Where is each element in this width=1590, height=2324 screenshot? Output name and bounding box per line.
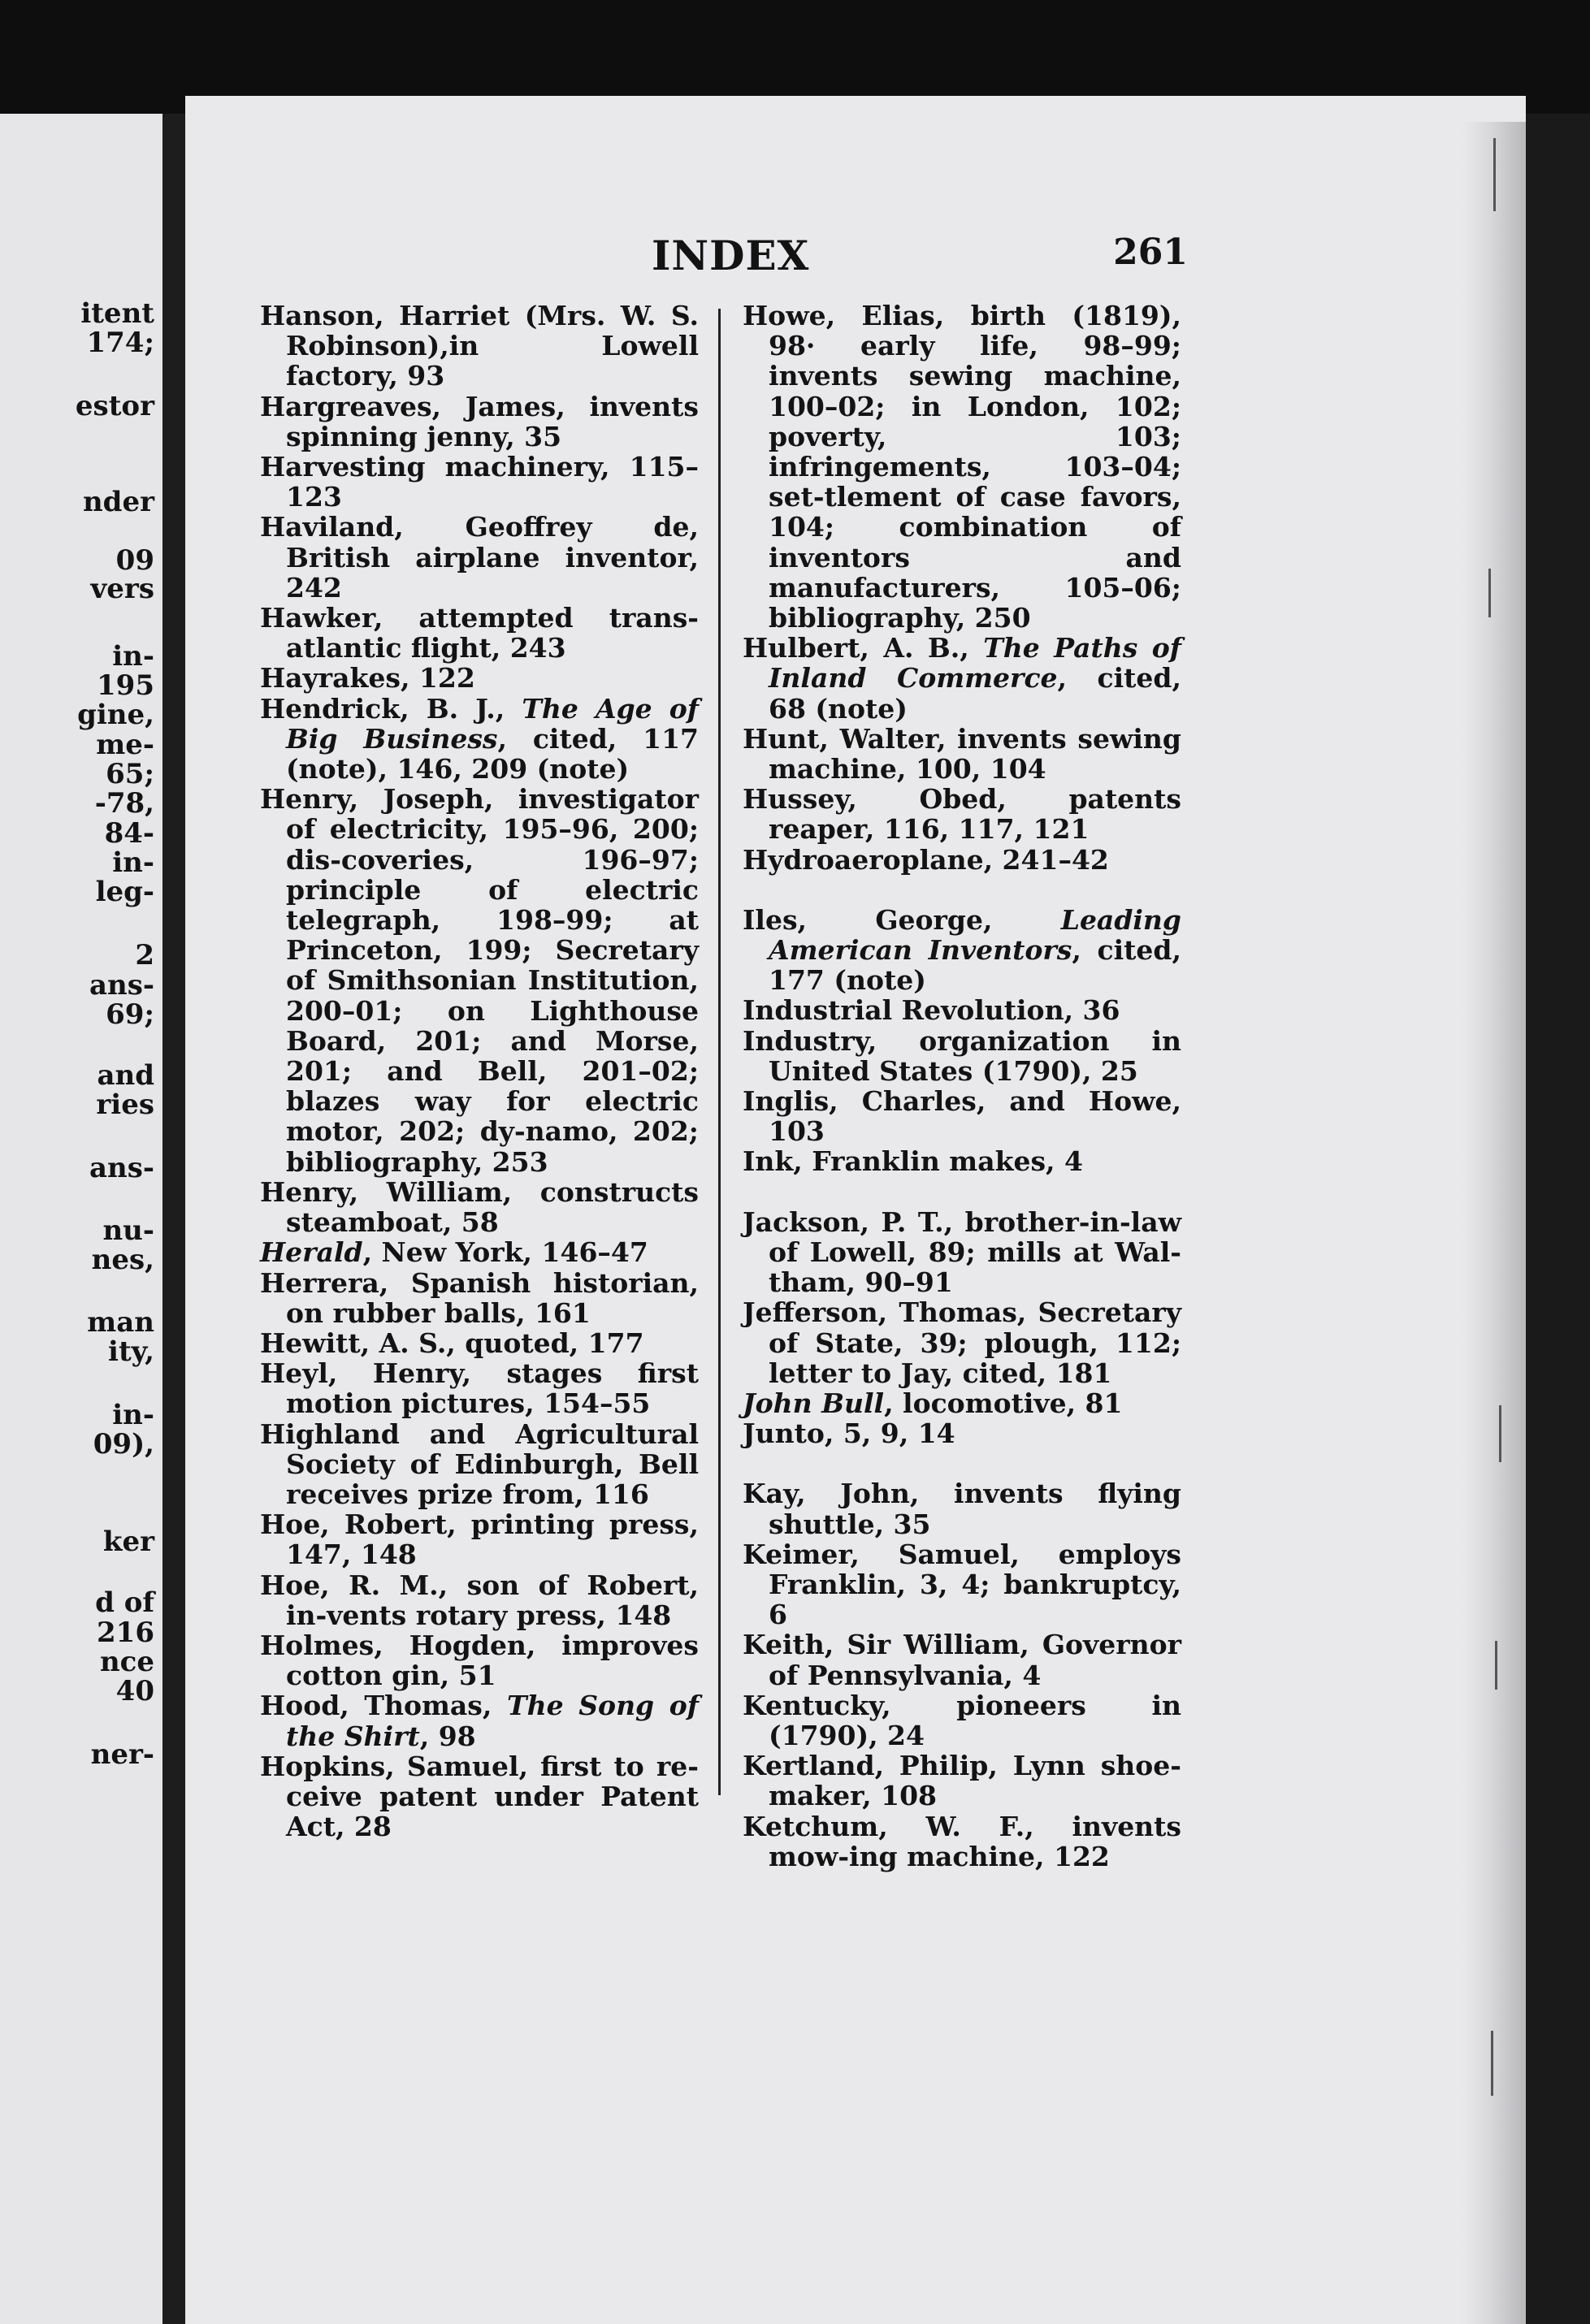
index-entry — [260, 301, 699, 392]
entry-text: Kertland, Philip, Lynn shoe-maker, 108 — [743, 1750, 1181, 1812]
facing-page-fragment: 40 — [115, 1675, 154, 1707]
facing-page-fragment: 216 — [97, 1616, 154, 1649]
facing-page-fragment: -78, — [94, 787, 154, 820]
entry-text: Iles, George, — [743, 903, 1061, 936]
index-entry — [743, 995, 1181, 1025]
entry-text: Keith, Sir William, Governor of Pennsylvania, 4 — [743, 1629, 1181, 1691]
entry-title-italic: Leading American Inventors — [769, 903, 1181, 967]
section-gap — [743, 875, 1181, 905]
entry-text: Howe, Elias, birth (1819), 98· early life, 98–99; invents sewing machine, 100–02; in London, 102; poverty, 103; infringements, 103–04; set-tlement of case favors, 104; combination of inventors and manufacturers, 105–06; bibliography, 250 — [743, 300, 1181, 634]
column-divider — [718, 309, 721, 1795]
facing-page-fragment: ans- — [89, 1152, 154, 1184]
index-entry — [260, 512, 699, 603]
entry-text: Ink, Franklin makes, 4 — [743, 1145, 1083, 1178]
index-entry — [743, 905, 1181, 996]
index-entry — [260, 1570, 699, 1630]
facing-page-fragment: in- — [112, 640, 154, 673]
facing-page-fragment: ker — [102, 1526, 154, 1558]
index-entry — [260, 1358, 699, 1418]
entry-text: Hendrick, B. J., — [260, 692, 522, 725]
facing-page-fragment: vers — [90, 573, 154, 605]
facing-page-fragment: in- — [112, 846, 154, 879]
index-entry — [260, 452, 699, 512]
index-entry — [260, 1177, 699, 1237]
entry-text: Kay, John, invents flying shuttle, 35 — [743, 1478, 1181, 1540]
facing-page-fragment: ner- — [90, 1738, 154, 1771]
facing-page-fragment: 09 — [115, 544, 154, 577]
facing-page-fragment: me- — [96, 729, 154, 761]
entry-text-continued: , locomotive, 81 — [884, 1387, 1123, 1419]
facing-page-fragment: 65; — [106, 758, 154, 790]
index-entry — [743, 1146, 1181, 1176]
index-entry — [260, 694, 699, 785]
page-edge-mark — [1488, 569, 1491, 617]
section-gap — [743, 1177, 1181, 1207]
entry-text: Henry, Joseph, investigator of electricity, 195–96, 200; dis-coveries, 196–97; principle of electric telegraph, 198–99; at Princeton, 199; Secretary of Smithsonian Institution, 200–01; on Lighthouse Board, 201; and Morse, 201; and Bell, 201–02; blazes way for electric motor, 202; dy-namo, 202; bibliography, 253 — [260, 783, 699, 1178]
entry-text: Heyl, Henry, stages first motion pictures, 154–55 — [260, 1357, 699, 1420]
index-entry — [743, 1690, 1181, 1751]
index-entry — [743, 301, 1181, 633]
entry-text: Industry, organization in United States (1790), 25 — [743, 1024, 1181, 1087]
index-entry — [743, 724, 1181, 784]
index-entry — [260, 603, 699, 663]
entry-text: Industrial Revolution, 36 — [743, 994, 1120, 1027]
facing-page-fragment: 174; — [86, 327, 154, 359]
entry-text: Hood, Thomas, — [260, 1690, 508, 1722]
entry-text: Highland and Agricultural Society of Edinburgh, Bell receives prize from, 116 — [260, 1417, 699, 1510]
facing-page-fragment: nce — [99, 1646, 154, 1678]
index-entry — [743, 1478, 1181, 1539]
index-entry — [260, 1237, 699, 1267]
page-edge-mark — [1493, 138, 1496, 211]
entry-text: Inglis, Charles, and Howe, 103 — [743, 1085, 1181, 1148]
facing-page-fragment: d of — [95, 1586, 154, 1619]
entry-text: Hawker, attempted trans-atlantic flight, 243 — [260, 602, 699, 664]
index-entry — [260, 392, 699, 452]
entry-text: Henry, William, constructs steamboat, 58 — [260, 1175, 699, 1239]
index-entry — [260, 663, 699, 693]
entry-text-continued: , cited, 117 (note), 146, 209 (note) — [286, 722, 699, 785]
index-entry — [743, 845, 1181, 875]
entry-text: Hunt, Walter, invents sewing machine, 100, 104 — [743, 722, 1181, 785]
entry-text: Hargreaves, James, invents spinning jenny, 35 — [260, 390, 699, 452]
entry-title-italic: Herald — [260, 1236, 363, 1269]
facing-page-fragment: 09), — [93, 1428, 154, 1461]
entry-text: Hussey, Obed, patents reaper, 116, 117, 121 — [743, 783, 1181, 846]
scan-right-border — [1526, 114, 1590, 2324]
book-gutter — [162, 114, 185, 2324]
facing-page-fragment: in- — [112, 1399, 154, 1431]
entry-text: Harvesting machinery, 115–123 — [260, 451, 699, 513]
entry-text: Hewitt, A. S., quoted, 177 — [260, 1326, 644, 1359]
facing-page-fragment: leg- — [95, 876, 154, 908]
index-entry — [260, 784, 699, 1177]
page-header — [256, 232, 1188, 280]
entry-text: Junto, 5, 9, 14 — [743, 1417, 955, 1450]
facing-page-fragment: 84- — [104, 817, 154, 850]
index-entry — [743, 1629, 1181, 1690]
entry-text: Jefferson, Thomas, Secretary of State, 39; plough, 112; letter to Jay, cited, 181 — [743, 1296, 1181, 1389]
index-entry — [743, 1388, 1181, 1418]
index-entry — [260, 1268, 699, 1328]
index-entry — [260, 1751, 699, 1842]
index-entry — [260, 1690, 699, 1751]
index-entry — [743, 1086, 1181, 1146]
index-entry — [260, 1630, 699, 1690]
index-entry — [260, 1328, 699, 1358]
facing-page-fragment: man — [87, 1306, 154, 1339]
entry-text: Hulbert, A. B., — [743, 632, 984, 664]
index-entry — [743, 633, 1181, 724]
index-entry — [260, 1419, 699, 1510]
facing-page-fragment: 2 — [135, 939, 154, 972]
entry-text-continued: , cited, 68 (note) — [769, 662, 1181, 725]
index-entry — [260, 1509, 699, 1569]
entry-text: Jackson, P. T., brother-in-law of Lowell, 89; mills at Wal-tham, 90–91 — [743, 1205, 1181, 1299]
facing-page-fragment: estor — [75, 390, 154, 422]
entry-text: Hanson, Harriet (Mrs. W. S. Robinson),in Lowell factory, 93 — [260, 300, 699, 392]
index-entry — [743, 1539, 1181, 1630]
index-entry — [743, 1811, 1181, 1872]
facing-page-fragment: ans- — [89, 969, 154, 1002]
entry-text: Keimer, Samuel, employs Franklin, 3, 4; bankruptcy, 6 — [743, 1538, 1181, 1631]
entry-text-continued: , New York, 146–47 — [362, 1236, 648, 1269]
index-entry — [743, 1751, 1181, 1811]
entry-text: Holmes, Hogden, improves cotton gin, 51 — [260, 1629, 699, 1692]
facing-page-fragment: and — [97, 1059, 154, 1092]
page-edge-shadow — [1462, 122, 1526, 2324]
facing-page-fragment: 195 — [97, 669, 154, 702]
index-entry — [743, 784, 1181, 844]
facing-page-fragment: itent — [80, 297, 154, 330]
page-edge-mark — [1499, 1405, 1501, 1462]
index-entry — [743, 1297, 1181, 1388]
entry-text: Hoe, Robert, printing press, 147, 148 — [260, 1508, 699, 1571]
section-gap — [743, 1448, 1181, 1478]
entry-text: Hayrakes, 122 — [260, 662, 475, 695]
entry-text: Herrera, Spanish historian, on rubber balls, 161 — [260, 1266, 699, 1329]
entry-text: Haviland, Geoffrey de, British airplane inventor, 242 — [260, 511, 699, 604]
entry-text: Hopkins, Samuel, first to re-ceive patent under Patent Act, 28 — [260, 1750, 699, 1843]
entry-text-continued: , cited, 177 (note) — [769, 934, 1181, 997]
facing-page-fragment: nes, — [91, 1244, 154, 1276]
entry-text: Kentucky, pioneers in (1790), 24 — [743, 1689, 1181, 1751]
facing-page-fragment: gine, — [77, 699, 154, 731]
entry-text: Hoe, R. M., son of Robert, in-vents rotary press, 148 — [260, 1569, 699, 1631]
facing-page-edge — [0, 114, 162, 2324]
page-edge-mark — [1491, 2031, 1493, 2096]
page-number: 261 — [1113, 232, 1188, 273]
index-column-left — [260, 301, 699, 1841]
entry-title-italic: The Song of the Shirt — [286, 1690, 699, 1752]
entry-title-italic: The Paths of Inland Commerce — [769, 632, 1181, 695]
facing-page-fragment: ity, — [108, 1335, 154, 1368]
entry-title-italic: John Bull — [743, 1387, 885, 1419]
page-edge-mark — [1495, 1641, 1497, 1690]
facing-page-fragment: nu- — [102, 1214, 154, 1247]
entry-text-continued: , 98 — [419, 1720, 476, 1752]
facing-page-fragment: 69; — [106, 998, 154, 1031]
page-title: INDEX — [652, 232, 810, 279]
index-entry — [743, 1026, 1181, 1086]
entry-text: Hydroaeroplane, 241–42 — [743, 843, 1109, 876]
facing-page-fragment: ries — [96, 1088, 154, 1121]
index-entry — [743, 1207, 1181, 1298]
index-entry — [743, 1418, 1181, 1448]
entry-title-italic: The Age of Big Business — [286, 692, 699, 755]
index-column-right — [743, 301, 1181, 1872]
entry-text: Ketchum, W. F., invents mow-ing machine, 122 — [743, 1810, 1181, 1872]
facing-page-fragment: nder — [82, 486, 154, 518]
